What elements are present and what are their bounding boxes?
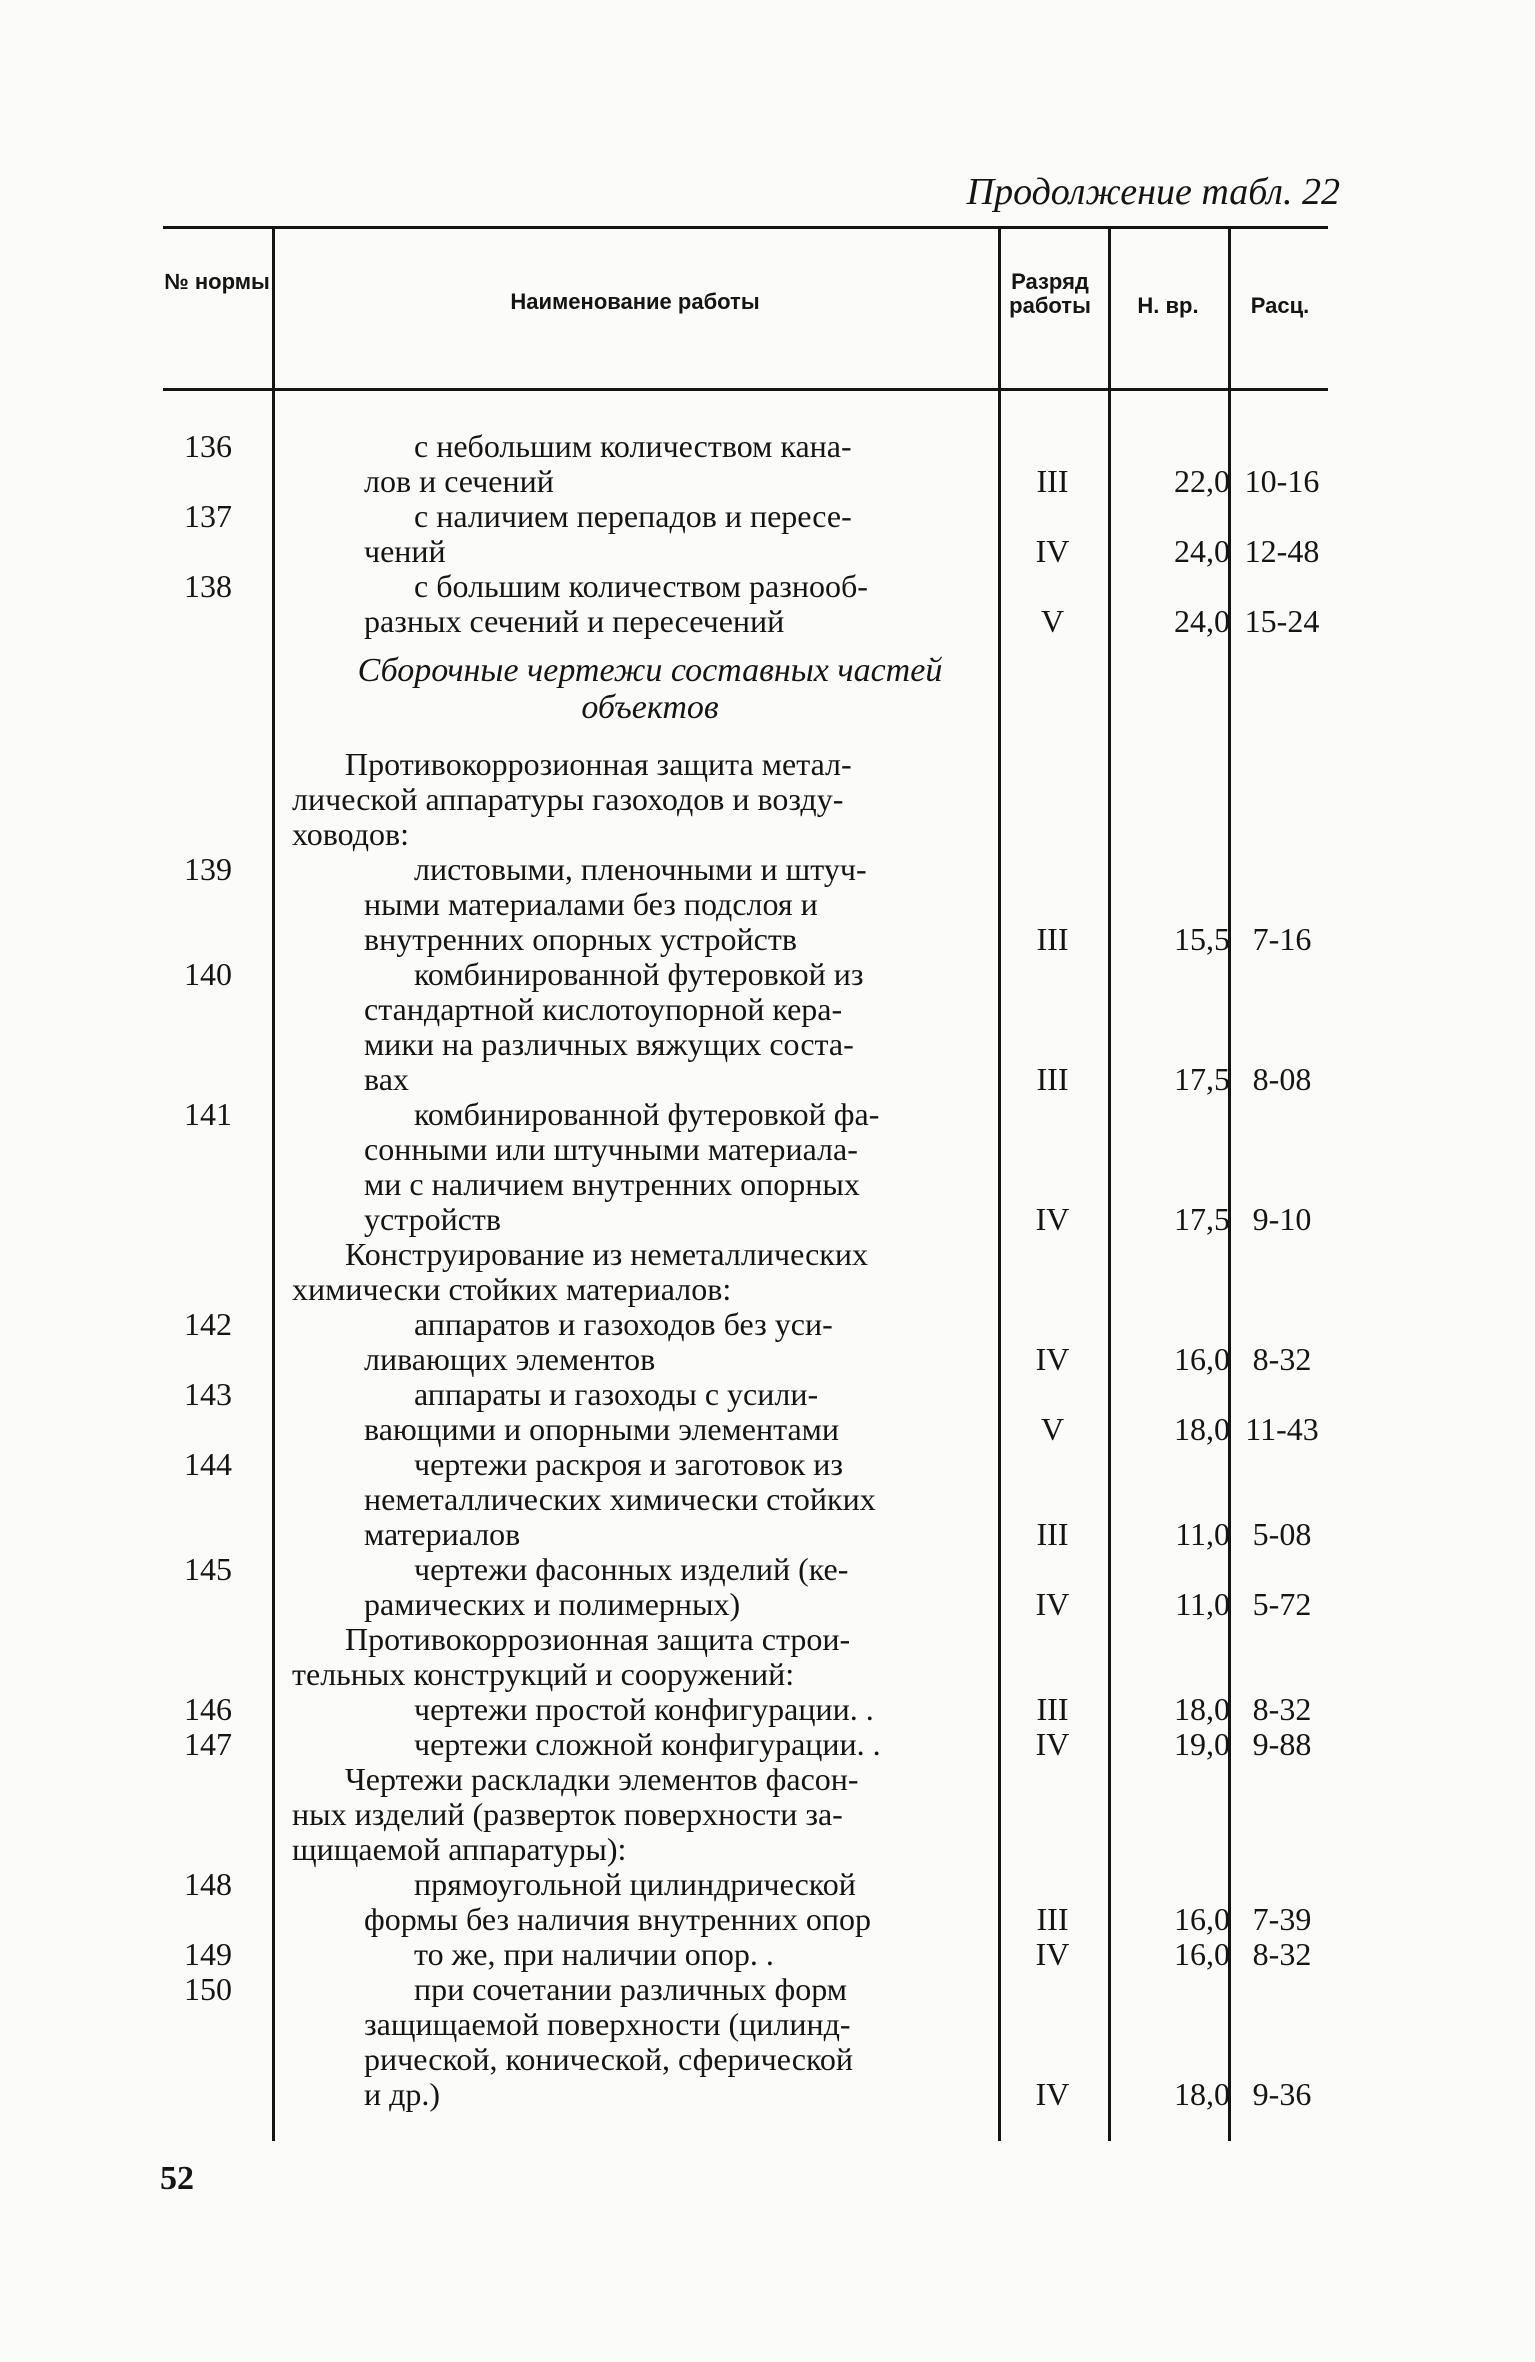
work-grade: III (1036, 463, 1069, 499)
work-description-line: аппараты и газоходы с усили- (414, 1376, 819, 1412)
work-description-line: чертежи фасонных изделий (ке- (414, 1551, 849, 1587)
group-heading-line: Противокоррозионная защита строи- (345, 1621, 851, 1657)
work-grade: V (1040, 603, 1065, 639)
work-description-line: комбинированной футеровкой фа- (414, 1096, 880, 1132)
work-grade: III (1036, 1691, 1069, 1727)
work-description-line: рической, конической, сферической (364, 2041, 853, 2077)
norm-number: 150 (184, 1971, 232, 2007)
work-description-line: защищаемой поверхности (цилинд- (364, 2006, 851, 2042)
work-description-line: внутренних опорных устройств (364, 921, 797, 957)
rate-value: 9-88 (1252, 1726, 1312, 1762)
column-divider-rate (1228, 226, 1231, 2141)
rate-value: 9-10 (1252, 1201, 1312, 1237)
page-number: 52 (160, 2160, 194, 2197)
work-grade: III (1036, 1901, 1069, 1937)
work-description-line: материалов (364, 1516, 521, 1552)
norm-number: 142 (184, 1306, 232, 1342)
time-norm: 18,0 (1174, 1691, 1230, 1727)
work-grade: IV (1035, 2076, 1070, 2112)
column-header-name: Наименование работы (510, 289, 760, 314)
work-description-line: комбинированной футеровкой из (414, 956, 864, 992)
work-description-line: и др.) (364, 2076, 441, 2112)
time-norm: 22,0 (1174, 463, 1230, 499)
rate-value: 12-48 (1244, 533, 1320, 569)
work-description-line: мики на различных вяжущих соста- (364, 1026, 854, 1062)
column-header-rate: Расц. (1250, 293, 1310, 318)
section-title: объектов (581, 689, 719, 726)
group-heading-line: тельных конструкций и сооружений: (292, 1656, 795, 1692)
work-description-line: прямоугольной цилиндрической (414, 1866, 856, 1902)
rate-value: 10-16 (1244, 463, 1320, 499)
work-description-line: чений (364, 533, 446, 569)
work-description-line: аппаратов и газоходов без уси- (414, 1306, 833, 1342)
rate-value: 7-16 (1252, 921, 1312, 957)
work-description-line: формы без наличия внутренних опор (364, 1901, 872, 1937)
work-description-line: с небольшим количеством кана- (414, 428, 852, 464)
norm-number: 147 (184, 1726, 232, 1762)
work-grade: IV (1035, 1341, 1070, 1377)
work-description-line: при сочетании различных форм (414, 1971, 848, 2007)
work-grade: V (1040, 1411, 1065, 1447)
work-grade: IV (1035, 1936, 1070, 1972)
group-heading-line: щищаемой аппаратуры): (292, 1831, 627, 1867)
section-title: Сборочные чертежи составных частей (357, 652, 943, 689)
time-norm: 18,0 (1174, 1411, 1230, 1447)
work-description-line: рамических и полимерных) (364, 1586, 741, 1622)
rate-value: 7-39 (1252, 1901, 1312, 1937)
norm-number: 137 (184, 498, 232, 534)
rate-value: 9-36 (1252, 2076, 1312, 2112)
work-description-line: с большим количеством разнооб- (414, 568, 868, 604)
time-norm: 18,0 (1174, 2076, 1230, 2112)
group-heading-line: ховодов: (292, 816, 410, 852)
work-grade: III (1036, 921, 1069, 957)
work-description-line: ми с наличием внутренних опорных (364, 1166, 860, 1202)
column-header-number: № нормы (164, 269, 270, 294)
group-heading-line: лической аппаратуры газоходов и возду- (292, 781, 844, 817)
norm-number: 138 (184, 568, 232, 604)
work-description-line: вающими и опорными элементами (364, 1411, 840, 1447)
norm-number: 148 (184, 1866, 232, 1902)
work-grade: IV (1035, 1201, 1070, 1237)
norm-number: 141 (184, 1096, 232, 1132)
rate-value: 8-08 (1252, 1061, 1312, 1097)
norm-number: 136 (184, 428, 232, 464)
column-header-time: Н. вр. (1137, 293, 1199, 318)
norm-number: 146 (184, 1691, 232, 1727)
header-bottom-rule (163, 388, 1328, 391)
rate-value: 8-32 (1252, 1691, 1312, 1727)
work-grade: IV (1035, 1586, 1070, 1622)
group-heading-line: Конструирование из неметаллических (345, 1236, 868, 1272)
time-norm: 15,5 (1174, 921, 1230, 957)
group-heading-line: Чертежи раскладки элементов фасон- (345, 1761, 859, 1797)
work-description-line: разных сечений и пересечений (364, 603, 785, 639)
group-heading-line: химически стойких материалов: (292, 1271, 732, 1307)
norm-number: 139 (184, 851, 232, 887)
column-header-grade: Разряд работы (1009, 269, 1091, 318)
rate-value: 11-43 (1245, 1411, 1319, 1447)
rate-value: 15-24 (1244, 603, 1320, 639)
work-description-line: лов и сечений (364, 463, 554, 499)
norm-number: 143 (184, 1376, 232, 1412)
column-divider-time (1108, 226, 1111, 2141)
work-description-line: чертежи простой конфигурации. . (414, 1691, 874, 1727)
group-heading-line: Противокоррозионная защита метал- (345, 746, 852, 782)
work-grade: III (1036, 1516, 1069, 1552)
column-divider-grade (998, 226, 1001, 2141)
rate-value: 8-32 (1252, 1936, 1312, 1972)
time-norm: 11,0 (1175, 1586, 1230, 1622)
rate-value: 8-32 (1252, 1341, 1312, 1377)
work-description-line: сонными или штучными материала- (364, 1131, 858, 1167)
norm-number: 149 (184, 1936, 232, 1972)
norm-number: 140 (184, 956, 232, 992)
work-description-line: чертежи сложной конфигурации. . (414, 1726, 881, 1762)
time-norm: 16,0 (1174, 1901, 1230, 1937)
time-norm: 24,0 (1174, 533, 1230, 569)
time-norm: 16,0 (1174, 1936, 1230, 1972)
work-description-line: устройств (364, 1201, 501, 1237)
time-norm: 24,0 (1174, 603, 1230, 639)
work-description-line: вах (364, 1061, 409, 1097)
work-description-line: ными материалами без подслоя и (364, 886, 818, 922)
time-norm: 19,0 (1174, 1726, 1230, 1762)
table-top-rule (163, 226, 1328, 229)
time-norm: 17,5 (1174, 1061, 1230, 1097)
work-description-line: стандартной кислотоупорной кера- (364, 991, 843, 1027)
time-norm: 11,0 (1175, 1516, 1230, 1552)
norm-number: 145 (184, 1551, 232, 1587)
work-grade: IV (1035, 1726, 1070, 1762)
rate-value: 5-08 (1252, 1516, 1312, 1552)
work-description-line: чертежи раскроя и заготовок из (414, 1446, 843, 1482)
work-description-line: то же, при наличии опор. . (414, 1936, 774, 1972)
rate-value: 5-72 (1252, 1586, 1312, 1622)
group-heading-line: ных изделий (разверток поверхности за- (292, 1796, 843, 1832)
norm-number: 144 (184, 1446, 232, 1482)
column-divider-number (272, 226, 275, 2141)
work-description-line: листовыми, пленочными и штуч- (414, 851, 867, 887)
work-grade: III (1036, 1061, 1069, 1097)
table-continuation-note: Продолжение табл. 22 (966, 171, 1340, 213)
work-description-line: с наличием перепадов и пересе- (414, 498, 852, 534)
time-norm: 17,5 (1174, 1201, 1230, 1237)
leader-dots: . . (856, 1726, 881, 1762)
leader-dots: . . (749, 1936, 774, 1972)
work-grade: IV (1035, 533, 1070, 569)
work-description-line: неметаллических химически стойких (364, 1481, 876, 1517)
work-description-line: ливающих элементов (364, 1341, 656, 1377)
leader-dots: . . (849, 1691, 874, 1727)
time-norm: 16,0 (1174, 1341, 1230, 1377)
